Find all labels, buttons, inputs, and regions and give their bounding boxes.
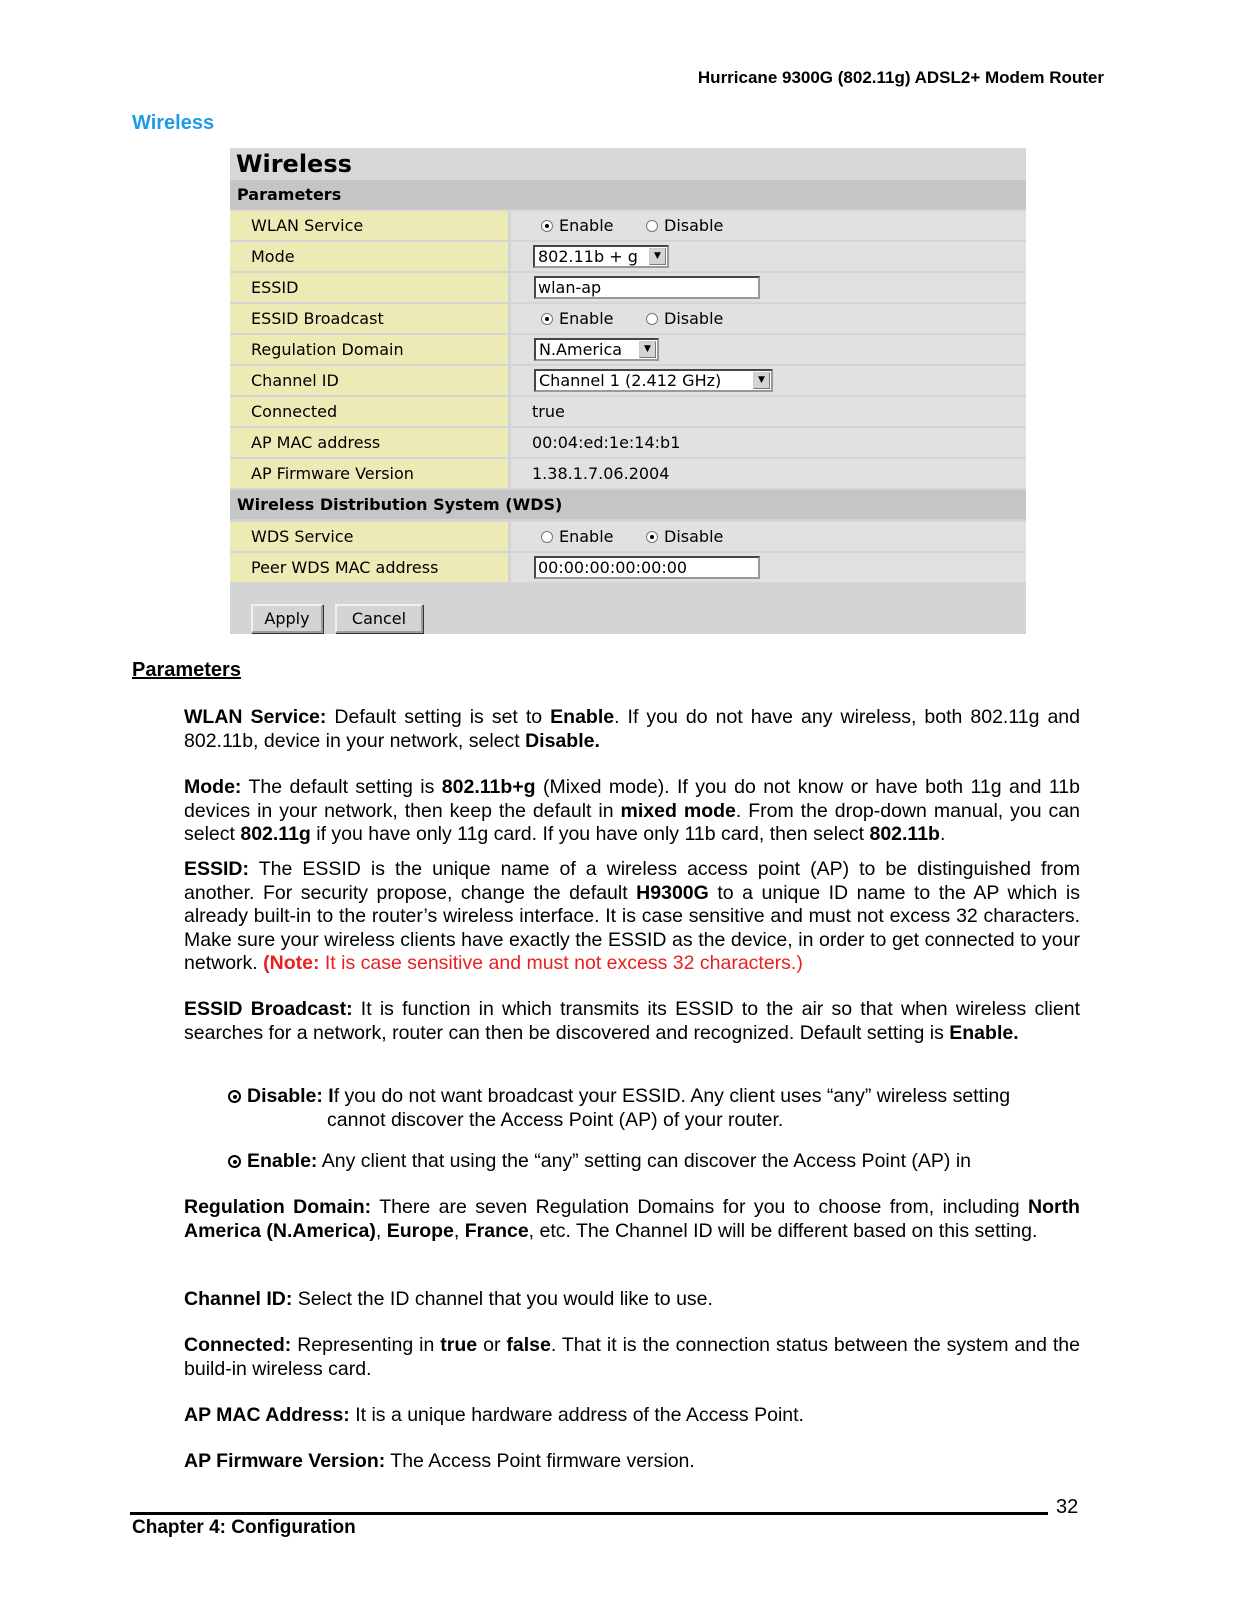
radio-selected-icon: [541, 313, 553, 325]
wlan-service-label: WLAN Service: [230, 211, 508, 240]
dropdown-arrow-icon: ▼: [639, 341, 656, 358]
mode-paragraph: Mode: The default setting is 802.11b+g (Mixed mode). If you do not know or have both 11g and 11b devices in your network, then keep the default in mixed mode. From the drop-down manual, you can select 802.11g if you have only 11g card. If you have only 11b card, then select 802.11b.: [184, 776, 1080, 845]
row-channel-id: [230, 366, 1026, 395]
broadcast-disable-radio[interactable]: Disable: [646, 304, 723, 333]
regulation-domain-paragraph: Regulation Domain: There are seven Regulation Domains for you to choose from, including North America (N.America), Europe, France, etc. The Channel ID will be different based on this setting.: [184, 1196, 1080, 1242]
wds-service-label: WDS Service: [230, 522, 508, 551]
essid-broadcast-label: ESSID Broadcast: [230, 304, 508, 333]
row-essid: [230, 273, 1026, 302]
wlan-disable-radio[interactable]: Disable: [646, 211, 723, 240]
broadcast-enable-radio[interactable]: Enable: [541, 304, 614, 333]
connected-label: Connected: [230, 397, 508, 426]
mode-label: Mode: [230, 242, 508, 271]
regulation-domain-label: Regulation Domain: [230, 335, 508, 364]
ap-mac-label: AP MAC address: [230, 428, 508, 457]
mode-select[interactable]: 802.11b + g ▼: [533, 245, 669, 268]
wlan-service-paragraph: WLAN Service: Default setting is set to Enable. If you do not have any wireless, both 802.11g and 802.11b, device in your network, select Disable.: [184, 706, 1080, 752]
peer-wds-mac-input[interactable]: 00:00:00:00:00:00: [534, 556, 760, 579]
channel-id-select[interactable]: Channel 1 (2.412 GHz) ▼: [534, 369, 773, 392]
radio-unselected-icon: [646, 220, 658, 232]
regulation-domain-select[interactable]: N.America ▼: [534, 338, 659, 361]
essid-label: ESSID: [230, 273, 508, 302]
row-wds-service: [230, 522, 1026, 551]
page-number: 32: [1056, 1496, 1079, 1518]
ap-firmware-label: AP Firmware Version: [230, 459, 508, 488]
section-title: Wireless: [132, 112, 215, 134]
row-regulation-domain: [230, 335, 1026, 364]
row-connected: [230, 397, 1026, 426]
parameters-heading: Parameters: [230, 180, 1026, 209]
disable-item: Disable: If you do not want broadcast your ESSID. Any client uses “any” wireless setting: [228, 1085, 1080, 1109]
ap-mac-value: 00:04:ed:1e:14:b1: [532, 433, 681, 452]
ap-firmware-paragraph: AP Firmware Version: The Access Point firmware version.: [184, 1450, 695, 1472]
dropdown-arrow-icon: ▼: [753, 372, 770, 389]
row-ap-firmware: [230, 459, 1026, 488]
disable-item-line2: cannot discover the Access Point (AP) of your router.: [327, 1109, 784, 1131]
enable-item: Enable: Any client that using the “any” setting can discover the Access Point (AP) in: [228, 1150, 971, 1174]
radio-unselected-icon: [646, 313, 658, 325]
channel-id-label: Channel ID: [230, 366, 508, 395]
chapter-footer: Chapter 4: Configuration: [132, 1517, 356, 1538]
essid-paragraph: ESSID: The ESSID is the unique name of a wireless access point (AP) to be distinguished from another. For security propose, change the default H9300G to a unique ID name to the AP which is already built-in to the router’s wireless interface. It is case sensitive and must not excess 32 characters. Make sure your wireless clients have exactly the ESSID as the device, in order to get connected to your network. (Note: It is case sensitive and must not excess 32 characters.): [184, 858, 1080, 974]
cancel-button[interactable]: Cancel: [335, 604, 423, 633]
row-ap-mac: [230, 428, 1026, 457]
row-essid-broadcast: [230, 304, 1026, 333]
ap-mac-paragraph: AP MAC Address: It is a unique hardware address of the Access Point.: [184, 1404, 804, 1426]
note-text: It is case sensitive and must not excess 32 characters.): [319, 952, 803, 974]
essid-broadcast-paragraph: ESSID Broadcast: It is function in which transmits its ESSID to the air so that when wireless client searches for a network, router can then be discovered and recognized. Default setting is Enable.: [184, 998, 1080, 1044]
wds-heading: Wireless Distribution System (WDS): [230, 490, 1026, 519]
parameters-title: Parameters: [132, 659, 241, 681]
note-label: (Note:: [263, 952, 320, 974]
ap-firmware-value: 1.38.1.7.06.2004: [532, 464, 670, 483]
row-peer-wds-mac: [230, 553, 1026, 582]
apply-button[interactable]: Apply: [251, 604, 323, 633]
dropdown-arrow-icon: ▼: [649, 248, 666, 265]
target-bullet-icon: [228, 1155, 241, 1168]
peer-wds-mac-label: Peer WDS MAC address: [230, 553, 508, 582]
document-header: Hurricane 9300G (802.11g) ADSL2+ Modem Router: [697, 68, 1104, 87]
target-bullet-icon: [228, 1090, 241, 1103]
wlan-enable-radio[interactable]: Enable: [541, 211, 614, 240]
connected-paragraph: Connected: Representing in true or false. That it is the connection status between the system and the build-in wireless card.: [184, 1334, 1080, 1380]
row-wlan-service: [230, 211, 1026, 240]
row-mode: [230, 242, 1026, 271]
radio-selected-icon: [646, 531, 658, 543]
radio-selected-icon: [541, 220, 553, 232]
radio-unselected-icon: [541, 531, 553, 543]
wireless-settings-panel: [230, 148, 1026, 634]
connected-value: true: [532, 402, 565, 421]
wds-disable-radio[interactable]: Disable: [646, 522, 723, 551]
footer-rule: [130, 1512, 1048, 1515]
panel-title: Wireless: [230, 148, 1026, 180]
channel-id-paragraph: Channel ID: Select the ID channel that you would like to use.: [184, 1288, 713, 1310]
essid-input[interactable]: wlan-ap: [534, 276, 760, 299]
wds-enable-radio[interactable]: Enable: [541, 522, 614, 551]
